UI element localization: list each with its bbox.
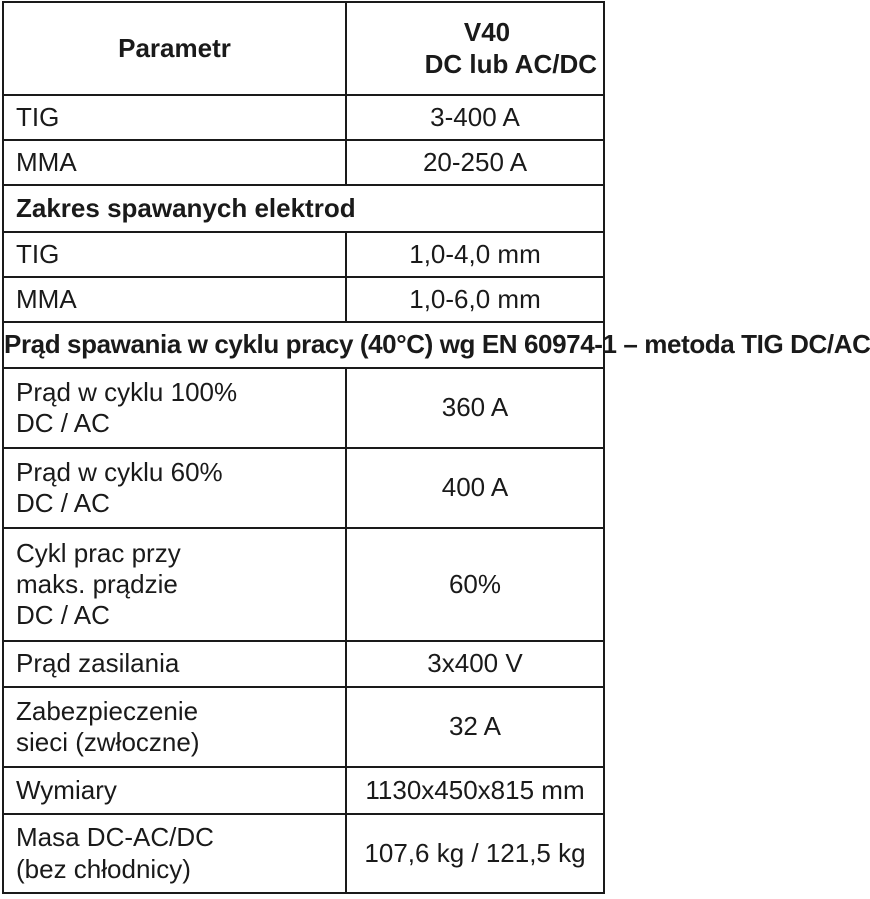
section-heading-electrodes: Zakres spawanych elektrod xyxy=(3,185,604,232)
row-label xyxy=(3,368,346,448)
model-variant: DC lub AC/DC xyxy=(424,48,597,79)
row-value: 1,0-6,0 mm xyxy=(346,277,604,322)
table-row xyxy=(3,368,604,448)
row-value: 60% xyxy=(346,528,604,641)
row-label-line: Cykl prac przy xyxy=(16,537,181,568)
row-label-line: DC / AC xyxy=(16,488,110,518)
table-row xyxy=(3,232,604,277)
row-value: 3x400 V xyxy=(346,641,604,687)
row-label: MMA xyxy=(3,277,346,322)
header-param-cell: Parametr xyxy=(3,2,346,95)
row-label: Wymiary xyxy=(3,767,346,814)
table-row xyxy=(3,448,604,528)
row-value: 360 A xyxy=(346,368,604,448)
header-model-cell xyxy=(346,2,604,95)
model-name: V40 xyxy=(463,17,511,48)
row-label-line: Prąd w cyklu 60% xyxy=(16,456,223,487)
row-value: 1,0-4,0 mm xyxy=(346,232,604,277)
row-label: TIG xyxy=(3,232,346,277)
row-label: MMA xyxy=(3,140,346,185)
row-label: Prąd zasilania xyxy=(3,641,346,687)
row-label xyxy=(3,528,346,641)
table-row xyxy=(3,140,604,185)
row-value: 400 A xyxy=(346,448,604,528)
table-row xyxy=(3,767,604,814)
row-label-line: Prąd w cyklu 100% xyxy=(16,376,238,407)
row-value: 32 A xyxy=(346,687,604,767)
row-label-line: Masa DC-AC/DC xyxy=(16,822,214,853)
table-row xyxy=(3,814,604,893)
table-row xyxy=(3,528,604,641)
row-label xyxy=(3,814,346,893)
section-row xyxy=(3,322,604,368)
row-value: 20-250 A xyxy=(346,140,604,185)
row-label xyxy=(3,687,346,767)
spec-table xyxy=(2,1,870,894)
row-value: 3-400 A xyxy=(346,95,604,140)
row-label-line: maks. prądzie xyxy=(16,568,178,599)
row-label-line: (bez chłodnicy) xyxy=(16,853,191,884)
section-row xyxy=(3,185,604,232)
row-label-line: DC / AC xyxy=(16,600,110,631)
table-row xyxy=(3,277,604,322)
row-label-line: DC / AC xyxy=(16,408,110,438)
table-row xyxy=(3,95,604,140)
row-label-line: Zabezpieczenie xyxy=(16,695,199,726)
row-value: 107,6 kg / 121,5 kg xyxy=(346,814,604,893)
row-label-line: sieci (zwłoczne) xyxy=(16,727,200,757)
row-label xyxy=(3,448,346,528)
table-row xyxy=(3,641,604,687)
row-value: 1130x450x815 mm xyxy=(346,767,604,814)
row-label: TIG xyxy=(3,95,346,140)
table-row xyxy=(3,687,604,767)
section-heading-duty-cycle: Prąd spawania w cyklu pracy (40°C) wg EN 60974-1 – metoda TIG DC/AC xyxy=(3,322,604,368)
table-header-row xyxy=(3,2,604,95)
